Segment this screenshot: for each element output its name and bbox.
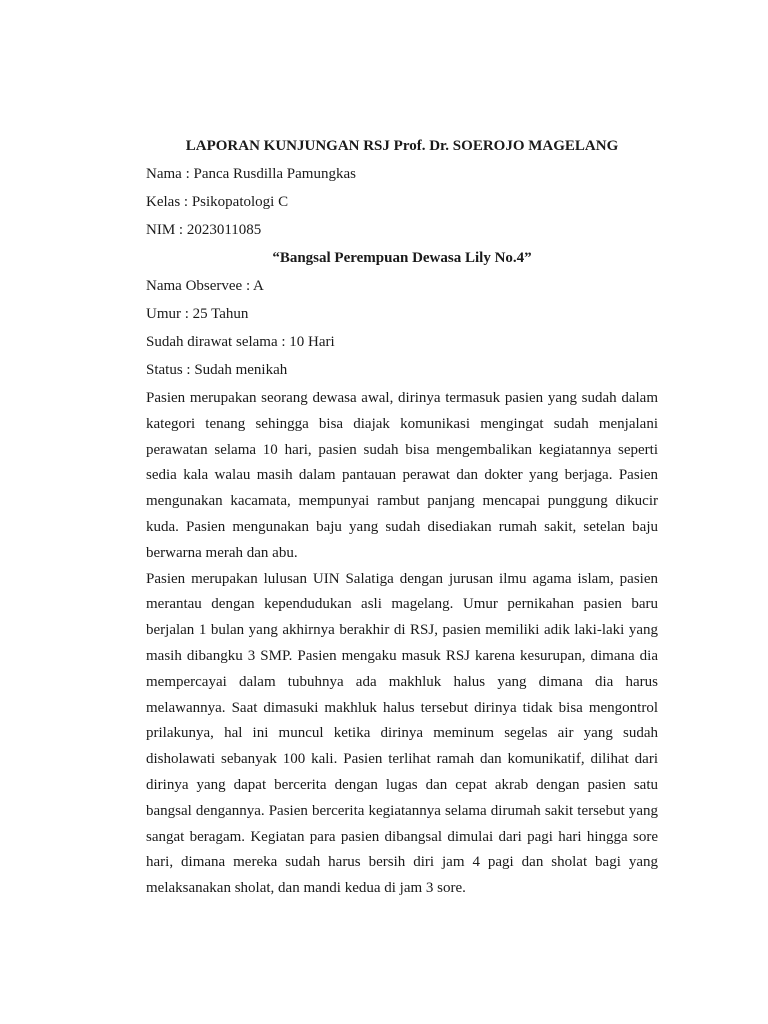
student-name: Nama : Panca Rusdilla Pamungkas [146, 166, 356, 182]
observee-age: Umur : 25 Tahun [146, 306, 249, 322]
student-class: Kelas : Psikopatologi C [146, 194, 289, 210]
student-nim: NIM : 2023011085 [146, 222, 262, 238]
observee-status: Status : Sudah menikah [146, 362, 288, 378]
report-body [146, 136, 658, 902]
observee-name: Nama Observee : A [146, 278, 264, 294]
report-title: LAPORAN KUNJUNGAN RSJ Prof. Dr. SOEROJO MAGELANG [185, 138, 619, 154]
paragraph-background: Pasien merupakan lulusan UIN Salatiga dengan jurusan ilmu agama islam, pasien merantau dengan kependudukan asli magelang. Umur pernikahan pasien baru berjalan 1 bulan yang akhirnya berakhir di RSJ, pasien memiliki adik laki-laki yang masih dibangku 3 SMP. Pasien mengaku masuk RSJ karena kesurupan, dimana dia mempercayai dalam tubuhnya ada makhluk halus yang dimana dia harus melawannya. Saat dimasuki makhluk halus tersebut dirinya tidak bisa mengontrol prilakunya, hal ini muncul ketika dirinya meminum segelas air yang sudah disholawati sebanyak 100 kali. Pasien terlihat ramah dan komunikatif, dilihat dari dirinya yang dapat bercerita dengan lugas dan cepat akrab dengan pasien satu bangsal dengannya. Pasien bercerita kegiatannya selama dirumah sakit tersebut yang sangat beragam. Kegiatan para pasien dibangsal dimulai dari pagi hari hingga sore hari, dimana mereka sudah harus bersih diri jam 4 pagi dan sholat bagi yang melaksanakan sholat, dan mandi kedua di jam 3 sore. [146, 570, 658, 897]
observee-duration: Sudah dirawat selama : 10 Hari [146, 334, 335, 350]
ward-heading: “Bangsal Perempuan Dewasa Lily No.4” [272, 250, 532, 266]
paragraph-description: Pasien merupakan seorang dewasa awal, dirinya termasuk pasien yang sudah dalam kategori tenang sehingga bisa diajak komunikasi mengingat sudah menjalani perawatan selama 10 hari, pasien sudah bisa mengembalikan kegiatannya seperti sedia kala walau masih dalam pantauan perawat dan dokter yang berjaga. Pasien mengunakan kacamata, mempunyai rambut panjang mencapai punggung dikucir kuda. Pasien mengunakan baju yang sudah disediakan rumah sakit, setelan baju berwarna merah dan abu. [146, 390, 658, 561]
